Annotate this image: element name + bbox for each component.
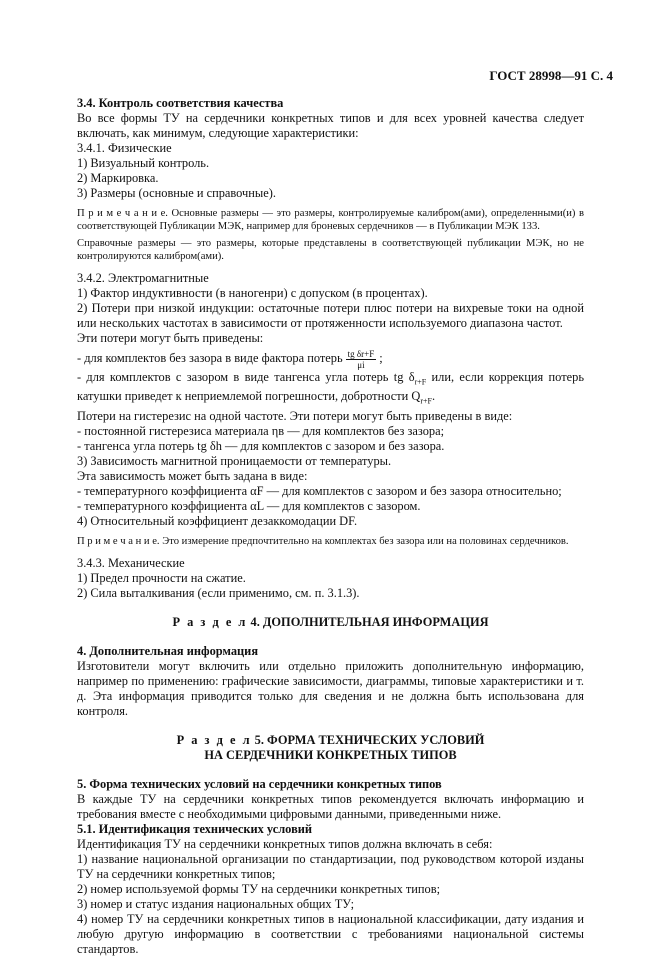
list-item: 2) Потери при низкой индукции: остаточные потери плюс потери на вихревые токи на одной или нескольких частотах в зависимости от протяженности используемого диапазона частот. <box>77 301 584 330</box>
heading-word: Р а з д е л <box>176 732 252 747</box>
page-header-doc-code: ГОСТ 28998—91 С. 4 <box>489 68 613 83</box>
list-item: 2) Сила выталкивания (если применимо, см. п. 3.1.3). <box>77 585 360 600</box>
section-3-4-1-title: 3.4.1. Физические <box>77 141 172 155</box>
list-item: 3) номер и статус издания национальных общих ТУ; <box>77 896 355 911</box>
heading-rest: 4. ДОПОЛНИТЕЛЬНАЯ ИНФОРМАЦИЯ <box>250 614 489 629</box>
list-item: Эта зависимость может быть задана в виде: <box>77 468 308 483</box>
section-3-4-title: 3.4. Контроль соответствия качества <box>77 96 284 110</box>
loss-tangent-line <box>77 370 584 409</box>
list-item: 4) номер ТУ на сердечники конкретных типов в национальной классификации, дату издания и любую другую информацию в соответствии с требованиями национальной системы стандартов. <box>77 911 584 956</box>
section-3-4-2-title: 3.4.2. Электромагнитные <box>77 271 209 285</box>
loss-factor-line <box>77 346 584 370</box>
loss-b-subscript-2: r+F <box>420 396 432 406</box>
section-5-heading-line2: НА СЕРДЕЧНИКИ КОНКРЕТНЫХ ТИПОВ <box>204 747 457 762</box>
note-text: Основные размеры — это размеры, контролируемые калибром(ами), определенными(и) в соответствующей Публикации МЭК, например для броневых сердечников — в Публикации МЭК 133. <box>77 208 584 232</box>
note-label: П р и м е ч а н и е. <box>77 535 160 547</box>
section-5-text: В каждые ТУ на сердечники конкретных типов рекомендуется включать информацию и требования вместе с необходимыми цифровыми данными, приведенными ниже. <box>77 791 584 821</box>
note-1-continued: Справочные размеры — это размеры, которые представлены в соответствующей публикации МЭК, но не контролируются калибром(ами). <box>77 238 584 262</box>
hysteresis-intro: Потери на гистерезис на одной частоте. Эти потери могут быть приведены в виде: <box>77 408 513 423</box>
heading-word: Р а з д е л <box>172 614 248 629</box>
fraction-denominator: μi <box>357 359 365 370</box>
list-item: 1) Визуальный контроль. <box>77 156 210 170</box>
list-item: 1) Предел прочности на сжатие. <box>77 570 246 585</box>
loss-factor-fraction <box>346 349 377 370</box>
note-text: Это измерение предпочтительно на комплектах без зазора или на половинах сердечников. <box>162 535 569 547</box>
list-item: 3) Зависимость магнитной проницаемости от температуры. <box>77 453 392 468</box>
list-item: Эти потери могут быть приведены: <box>77 331 264 345</box>
list-item: 1) название национальной организации по стандартизации, под руководством которой изданы ТУ на сердечники конкретных типов; <box>77 851 584 881</box>
section-4-heading <box>77 615 584 630</box>
list-item: - температурного коэффициента αL — для комплектов с зазором. <box>77 498 421 513</box>
page-content <box>77 96 584 957</box>
loss-a-text: - для комплектов без зазора в виде фактора потерь <box>77 351 343 365</box>
list-item: 2) номер используемой формы ТУ на сердечники конкретных типов; <box>77 881 441 896</box>
list-item: - температурного коэффициента αF — для комплектов с зазором и без зазора относительно; <box>77 483 562 498</box>
loss-b-mid: или, если коррекция потерь катушки приведет к неприемлемой погрешности, добротности Q <box>77 370 584 404</box>
section-3-4-3-title: 3.4.3. Механические <box>77 555 185 570</box>
fraction-numerator: tg δr+F <box>347 348 375 359</box>
section-5-title: 5. Форма технических условий на сердечники конкретных типов <box>77 776 442 791</box>
section-4-title: 4. Дополнительная информация <box>77 643 259 658</box>
list-item: - постоянной гистерезиса материала ηв — для комплектов без зазора; <box>77 423 445 438</box>
note-label: П р и м е ч а н и е. <box>77 208 168 219</box>
loss-b-end: . <box>431 389 436 404</box>
section-5-heading <box>77 733 584 748</box>
heading-rest: 5. ФОРМА ТЕХНИЧЕСКИХ УСЛОВИЙ <box>254 732 485 747</box>
section-5-1-title: 5.1. Идентификация технических условий <box>77 821 313 836</box>
list-item: - тангенса угла потерь tg δh — для комплектов с зазором и без зазора. <box>77 438 445 453</box>
list-item: 4) Относительный коэффициент дезаккомодации DF. <box>77 513 358 528</box>
section-4-text: Изготовители могут включить или отдельно приложить дополнительную информацию, например по применению: графические зависимости, диаграммы, типовые характеристики и т. д. Эта информация приводится только для сведения и не должна быть использована для контроля. <box>77 658 584 718</box>
list-item: 2) Маркировка. <box>77 171 159 185</box>
section-3-4-intro: Во все формы ТУ на сердечники конкретных типов и для всех уровней качества следует включать, как минимум, следующие характеристики: <box>77 111 584 140</box>
note-2 <box>77 535 584 548</box>
loss-b-subscript: r+F <box>414 377 427 387</box>
note-1 <box>77 207 584 233</box>
loss-a-end: ; <box>379 351 383 365</box>
loss-b-text: - для комплектов с зазором в виде тангенса угла потерь tg δ <box>77 370 415 384</box>
list-item: 3) Размеры (основные и справочные). <box>77 186 276 200</box>
section-5-1-intro: Идентификация ТУ на сердечники конкретных типов должна включать в себя: <box>77 836 493 851</box>
list-item: 1) Фактор индуктивности (в наногенри) с допуском (в процентах). <box>77 286 428 300</box>
